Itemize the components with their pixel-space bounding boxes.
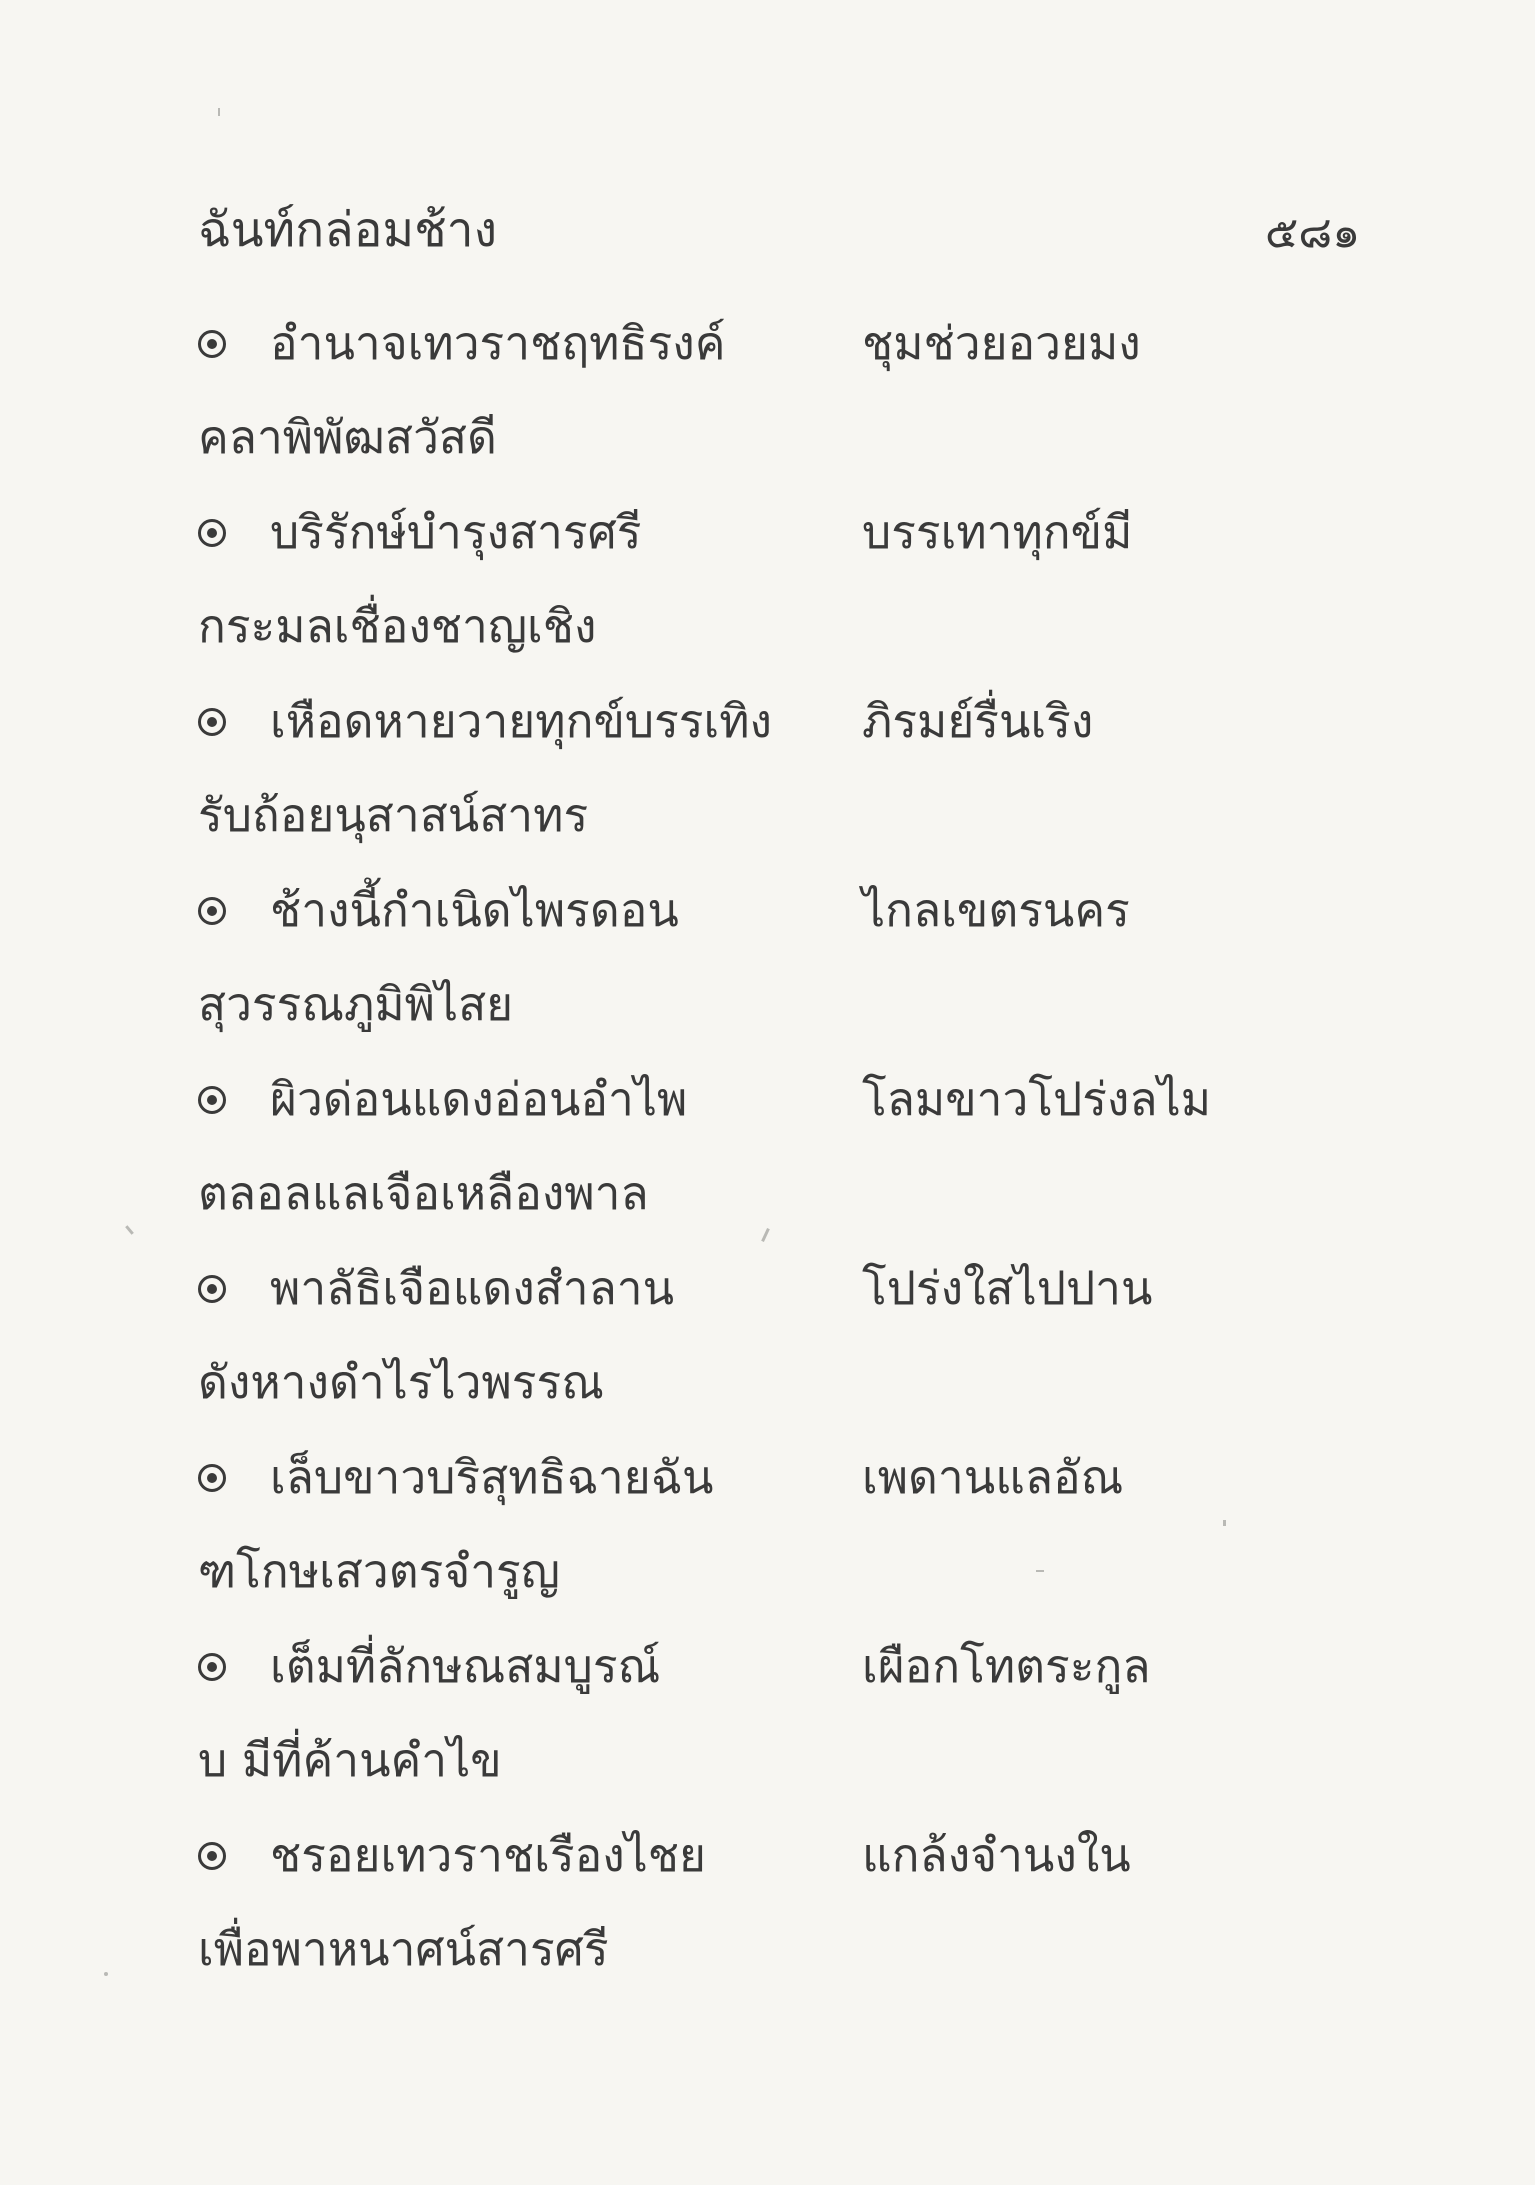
- verse-continuation: กระมลเชื่องชาญเชิง: [198, 599, 597, 653]
- bullet-icon: [198, 519, 226, 547]
- verse-continuation: ดังหางดำไรไวพรรณ: [198, 1355, 604, 1409]
- stanza-first-line: [198, 1631, 1398, 1701]
- stanza-first-line: [198, 308, 1398, 378]
- stanza-first-line: [198, 1253, 1398, 1323]
- verse-second-half: เผือกโทตระกูล: [862, 1639, 1151, 1693]
- bullet-icon: [198, 1464, 226, 1492]
- stanza-first-line: [198, 497, 1398, 567]
- stanza-9: [198, 1820, 1398, 2010]
- verse-continuation: ตลอลแลเจือเหลืองพาล: [198, 1166, 649, 1220]
- bullet-icon: [198, 897, 226, 925]
- bullet-icon: [198, 330, 226, 358]
- verse-continuation: สุวรรณภูมิพิไสย: [198, 977, 514, 1031]
- verse-second-half: ภิรมย์รื่นเริง: [862, 694, 1094, 748]
- verse-continuation: ฑโกษเสวตรจำรูญ: [198, 1544, 560, 1598]
- verse-second-half: แกล้งจำนงใน: [862, 1828, 1131, 1882]
- page-number: ๕๘๑: [1265, 207, 1361, 258]
- stanza-first-line: [198, 1820, 1398, 1890]
- verse-continuation: เพื่อพาหนาศน์สารศรี: [198, 1922, 609, 1976]
- verse-first-half: บริรักษ์บำรุงสารศรี: [270, 505, 642, 559]
- verse-second-half: ไกลเขตรนคร: [862, 883, 1130, 937]
- verse-second-half: เพดานแลอัณ: [862, 1450, 1124, 1504]
- verse-first-half: ผิวด่อนแดงอ่อนอำไพ: [270, 1072, 688, 1126]
- paper-speck: [1036, 1570, 1044, 1572]
- stanza-4: [198, 875, 1398, 1065]
- bullet-icon: [198, 708, 226, 736]
- bullet-icon: [198, 1842, 226, 1870]
- verse-continuation: คลาพิพัฒสวัสดี: [198, 410, 497, 464]
- stanza-1: [198, 308, 1398, 498]
- stanza-first-line: [198, 1442, 1398, 1512]
- verse-second-half: โปร่งใสไปปาน: [862, 1261, 1153, 1315]
- verse-second-half: ชุมช่วยอวยมง: [862, 316, 1141, 370]
- stanza-first-line: [198, 1064, 1398, 1134]
- verse-first-half: ช้างนี้กำเนิดไพรดอน: [270, 883, 679, 937]
- bullet-icon: [198, 1275, 226, 1303]
- bullet-icon: [198, 1086, 226, 1114]
- verse-first-half: ชรอยเทวราชเรืองไชย: [270, 1828, 706, 1882]
- stanza-3: [198, 686, 1398, 876]
- verse-continuation: บ มีที่ค้านคำไข: [198, 1733, 502, 1787]
- verse-first-half: เล็บขาวบริสุทธิฉายฉัน: [270, 1450, 714, 1504]
- verse-second-half: บรรเทาทุกข์มี: [862, 505, 1133, 559]
- verse-first-half: พาลัธิเจือแดงสำลาน: [270, 1261, 675, 1315]
- stanza-8: [198, 1631, 1398, 1821]
- paper-speck: [218, 108, 220, 116]
- verse-first-half: เหือดหายวายทุกข์บรรเทิง: [270, 694, 773, 748]
- verse-second-half: โลมขาวโปร่งลไม: [862, 1072, 1212, 1126]
- stanza-first-line: [198, 686, 1398, 756]
- stanza-2: [198, 497, 1398, 687]
- page-header-title: ฉันท์กล่อมช้าง: [198, 202, 498, 258]
- paper-speck: [1223, 1520, 1226, 1526]
- verse-first-half: อำนาจเทวราชฤทธิรงค์: [270, 316, 726, 370]
- stanza-first-line: [198, 875, 1398, 945]
- paper-speck: [125, 1225, 134, 1235]
- stanza-6: [198, 1253, 1398, 1443]
- stanza-7: [198, 1442, 1398, 1632]
- verse-first-half: เต็มที่ลักษณสมบูรณ์: [270, 1639, 661, 1693]
- verse-continuation: รับถ้อยนุสาสน์สาทร: [198, 788, 589, 842]
- paper-speck: [104, 1972, 108, 1976]
- stanza-5: [198, 1064, 1398, 1254]
- bullet-icon: [198, 1653, 226, 1681]
